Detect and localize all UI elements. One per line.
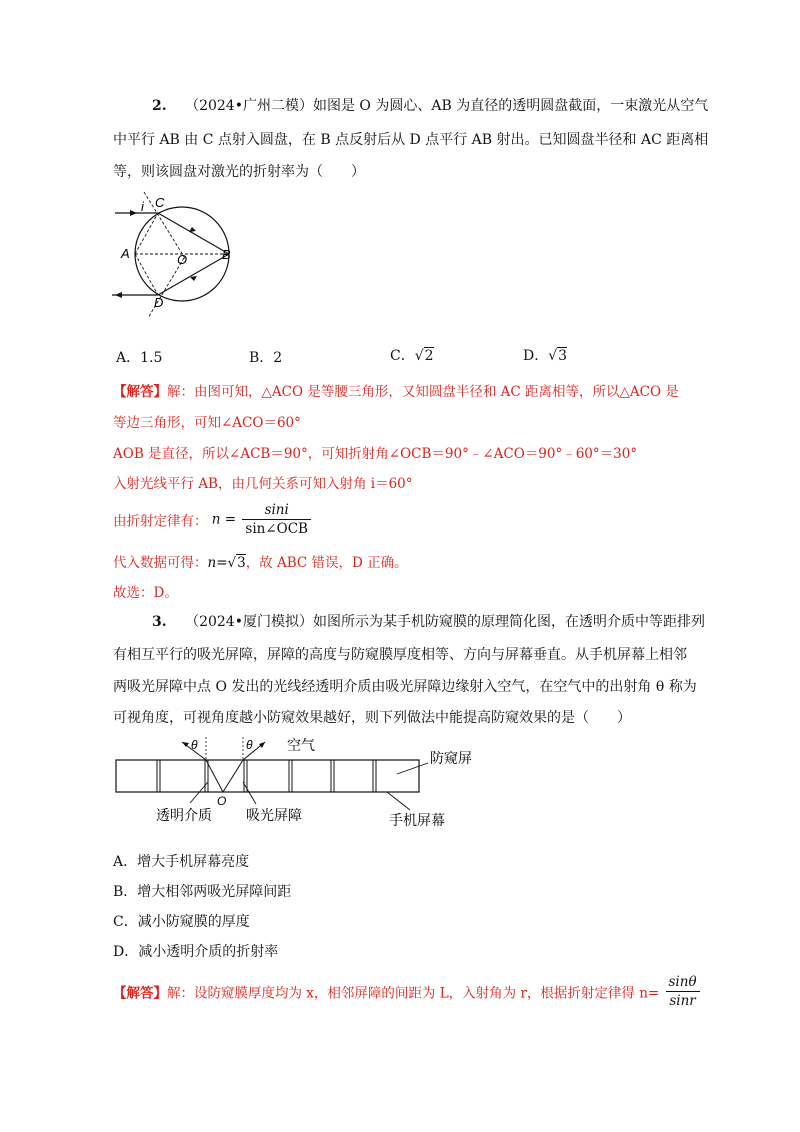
arrow-B-to-D [190,276,197,281]
option-c-label: C． [390,348,415,364]
law-fraction [242,501,311,538]
theta-right: θ [246,738,253,752]
q3-frac-numerator: sinθ [666,973,700,992]
q2-circle-figure [100,190,250,325]
ray-C-to-B [158,213,229,254]
q3-option-b-label: B． [113,884,138,900]
ray-right-medium [223,760,243,792]
q3-option-d-label: D． [113,944,139,960]
chord-AD [135,254,158,295]
q2-option-c[interactable]: C．√2 [390,348,434,364]
q3-stem-line4: 可视角度，可视角度越小防窥效果越好，则下列做法中能提高防窥效果的是（ ） [113,710,631,726]
option-a-label: A． [116,350,141,366]
option-a-value: 1.5 [140,350,163,366]
film-rect [116,760,419,792]
label-A: A [121,246,130,261]
q2-answer-line2: 等边三角形，可知∠ACO＝60° [113,415,301,431]
q3-option-a-label: A． [113,854,138,870]
q2-answer-line3: AOB 是直径，所以∠ACB＝90°，可知折射角∠OCB＝90°﹣∠ACO＝90°﹣60°＝30° [113,446,638,462]
option-b-value: 2 [273,350,283,366]
exit-arrow [115,292,122,298]
q3-stem-line2: 有相互平行的吸光屏障，屏障的高度与防窥膜厚度相等、方向与屏幕垂直。从手机屏幕上相邻 [113,647,687,663]
leader-barrier [243,782,256,804]
q3-option-d[interactable] [113,942,278,962]
law-prefix: 由折射定律有： [113,513,208,530]
q3-option-b-text: 增大相邻两吸光屏障间距 [137,884,292,900]
option-d-value: 3 [558,348,568,364]
sub-n: n [207,555,217,571]
q2-answer-line4: 入射光线平行 AB，由几何关系可知入射角 i＝60° [113,476,413,492]
q2-option-b[interactable] [249,348,282,368]
q3-option-c-label: C． [113,914,138,930]
q3-stem-text1: （2024•厦门模拟）如图所示为某手机防窥膜的原理简化图，在透明介质中等距排列 [185,614,705,630]
ray-left-medium [206,760,223,792]
label-O3: O [217,794,227,808]
label-B: B [222,247,231,262]
q2-number: 2. [152,98,167,114]
q2-stem-line3: 等，则该圆盘对激光的折射率为（ ） [113,164,365,180]
option-b-label: B． [249,350,274,366]
sub-prefix: 代入数据可得： [113,555,208,571]
label-medium: 透明介质 [156,807,212,823]
q2-stem-line1 [152,96,708,116]
option-d-label: D． [523,348,549,364]
q2-substitution: 代入数据可得：n=√3，故 ABC 错误，D 正确。 [113,555,408,571]
q2-choose: 故选：D。 [113,585,178,601]
sub-suffix: ，故 ABC 错误，D 正确。 [245,555,408,571]
label-D: D [154,295,164,310]
label-barrier: 吸光屏障 [246,807,302,823]
q2-stem-line2: 中平行 AB 由 C 点射入圆盘，在 B 点反射后从 D 点平行 AB 射出。已知圆盘半径和 AC 距离相 [113,132,709,148]
incident-arrow [130,210,137,216]
label-film: 防窥屏 [430,750,472,766]
label-C: C [155,195,165,210]
law-n: n [211,511,221,528]
law-numerator: sini [242,501,311,520]
theta-left: θ [191,738,198,752]
q3-answer [113,973,702,1010]
law-denominator: sin∠OCB [245,521,308,537]
sub-radicand: 3 [237,555,246,571]
q2-answer-tag: 【解答】 [113,384,167,400]
q3-number: 3. [152,614,167,630]
label-i: i [141,199,144,214]
q2-stem-text1: （2024•广州二模）如图是 O 为圆心、AB 为直径的透明圆盘截面，一束激光从空气 [185,98,709,114]
q2-refraction-law [113,501,313,538]
q3-frac-denominator: sinr [669,993,696,1009]
q3-answer-text: 解：设防窥膜厚度均为 x，相邻屏障的间距为 L，入射角为 r，根据折射定律得 n= [167,985,660,1002]
q2-answer-line1 [113,380,679,400]
ray-right-arrow [259,742,265,748]
q3-stem-line1 [152,612,705,632]
chord-AC [135,213,158,254]
label-O: O [177,252,188,267]
q3-option-a[interactable] [113,852,249,872]
label-screen: 手机屏幕 [389,812,445,828]
option-c-value: 2 [424,348,434,364]
q2-option-d[interactable]: D．√3 [523,348,568,364]
ray-B-to-D [158,254,229,295]
q3-film-figure [110,733,510,833]
label-air: 空气 [287,737,315,753]
q2-answer-text1: 解：由图可知，△ACO 是等腰三角形，又知圆盘半径和 AC 距离相等，所以△ACO 是 [167,384,679,400]
law-eq: = [224,511,237,528]
q3-option-c-text: 减小防窥膜的厚度 [137,914,250,930]
leader-screen [387,792,410,810]
q3-option-c[interactable] [113,912,250,932]
q3-answer-tag: 【解答】 [113,985,167,1002]
q3-option-d-text: 减小透明介质的折射率 [138,944,279,960]
arrow-C-to-B [189,227,196,232]
q3-option-a-text: 增大手机屏幕亮度 [137,854,250,870]
sub-eq: = [216,555,228,571]
leader-film [397,763,428,774]
q2-option-a[interactable] [116,348,162,368]
barriers [157,760,376,792]
q3-answer-fraction [666,973,700,1010]
q3-option-b[interactable] [113,882,291,902]
q3-stem-line3: 两吸光屏障中点 O 发出的光线经透明介质由吸光屏障边缘射入空气，在空气中的出射角 θ 称为 [113,679,697,695]
